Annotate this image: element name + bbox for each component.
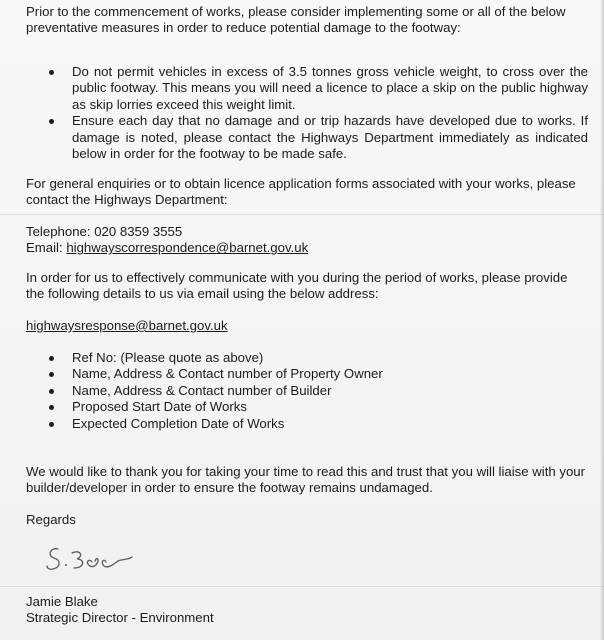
detail-item: Proposed Start Date of Works bbox=[26, 399, 586, 415]
measure-item: Do not permit vehicles in excess of 3.5 tonnes gross vehicle weight, to cross over the public footway. This means you will need a licence to place a skip on the public highway as skip lorries exceed this weight limit. bbox=[26, 64, 588, 113]
correspondence-email-link[interactable]: highwayscorrespondence@barnet.gov.uk bbox=[66, 240, 309, 256]
response-email-link[interactable]: highwaysresponse@barnet.gov.uk bbox=[26, 318, 228, 333]
handwritten-signature bbox=[44, 544, 140, 576]
signer-title: Strategic Director - Environment bbox=[26, 610, 214, 626]
telephone-line: Telephone: 020 8359 3555 bbox=[26, 224, 183, 239]
paper-fold-line bbox=[0, 214, 604, 215]
paper-edge bbox=[600, 0, 604, 640]
regards-text: Regards bbox=[26, 512, 76, 527]
contact-block bbox=[26, 224, 586, 257]
intro-paragraph: Prior to the commencement of works, please consider implementing some or all of the below preventative measures in order to reduce potential damage to the footway: bbox=[26, 4, 566, 36]
response-email-block bbox=[26, 318, 586, 334]
communicate-paragraph: In order for us to effectively communicate with you during the period of works, please provide the following details to us via email using the below address: bbox=[26, 270, 568, 302]
detail-item: Name, Address & Contact number of Builder bbox=[26, 383, 586, 399]
detail-item: Expected Completion Date of Works bbox=[26, 416, 586, 432]
measures-list bbox=[26, 64, 588, 162]
thanks-paragraph: We would like to thank you for taking your time to read this and trust that you will liaise with your builder/developer in order to ensure the footway remains undamaged. bbox=[26, 464, 586, 496]
paper-fold-line bbox=[0, 586, 604, 587]
detail-item: Ref No: (Please quote as above) bbox=[26, 350, 586, 366]
detail-item: Name, Address & Contact number of Property Owner bbox=[26, 366, 586, 382]
enquiries-paragraph: For general enquiries or to obtain licence application forms associated with your works, please contact the Highways Department: bbox=[26, 176, 576, 208]
email-line bbox=[26, 240, 586, 256]
measure-item: Ensure each day that no damage and or trip hazards have developed due to works. If damage is noted, please contact the Highways Department immediately as indicated below in order for the footway to be made safe. bbox=[26, 113, 588, 162]
email-label: Email: bbox=[26, 240, 67, 256]
signer-block bbox=[26, 594, 586, 627]
signer-name: Jamie Blake bbox=[26, 594, 98, 609]
details-list bbox=[26, 350, 586, 432]
